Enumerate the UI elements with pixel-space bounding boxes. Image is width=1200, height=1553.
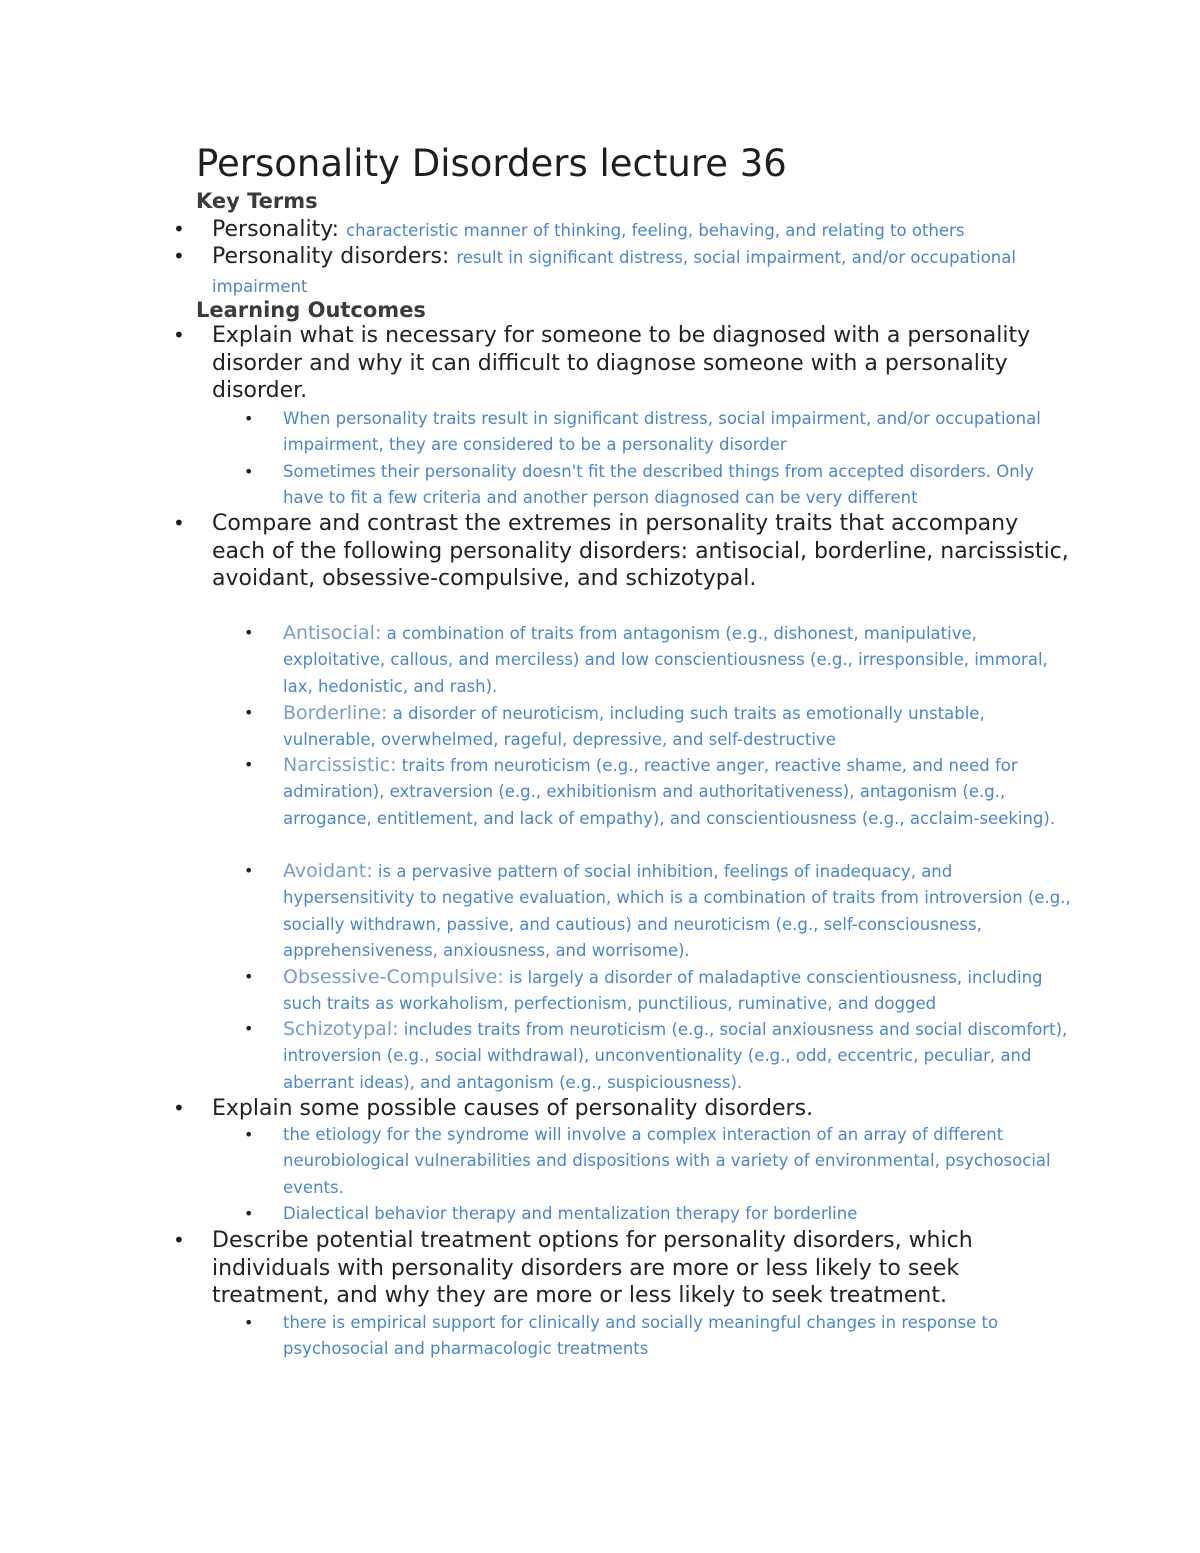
key-terms-heading: Key Terms — [196, 189, 318, 213]
bullet-icon: • — [173, 511, 185, 535]
key-term-item — [212, 216, 1072, 245]
sub-bullet-icon: • — [244, 967, 254, 986]
disorder-description — [283, 700, 1073, 754]
sub-bullet-icon: • — [244, 703, 254, 722]
page-title: Personality Disorders lecture 36 — [196, 142, 787, 185]
bullet-icon: • — [173, 217, 185, 241]
outcome-sub-item: When personality traits result in significant distress, social impairment, and/or occupational impairment, they are considered to be a personality disorder — [283, 409, 1041, 455]
sub-bullet-icon: • — [244, 1019, 254, 1038]
disorder-text: a disorder of neuroticism, including such traits as emotionally unstable, vulnerable, overwhelmed, rageful, depressive, and self-destructive — [283, 704, 985, 750]
disorder-text: a combination of traits from antagonism (e.g., dishonest, manipulative, exploitative, callous, and merciless) and low conscientiousness (e.g., irresponsible, immoral, lax, hedonistic, and rash). — [283, 624, 1048, 696]
term-label: Personality disorders: — [212, 244, 450, 269]
outcome-sub-item: the etiology for the syndrome will involve a complex interaction of an array of different neurobiological vulnerabilities and dispositions with a variety of environmental, psychosocial events. — [283, 1125, 1051, 1197]
outcome-item: Compare and contrast the extremes in personality traits that accompany each of the following personality disorders: antisocial, borderline, narcissistic, avoidant, obsessive-compulsive, and schizotypal. — [212, 511, 1069, 591]
disorder-text: includes traits from neuroticism (e.g., social anxiousness and social discomfort), introversion (e.g., social withdrawal), unconventionality (e.g., odd, eccentric, peculiar, and aberrant ideas), and antagonism (e.g., suspiciousness). — [283, 1020, 1068, 1092]
disorder-text: traits from neuroticism (e.g., reactive anger, reactive shame, and need for admiration), extraversion (e.g., exhibitionism and authoritativeness), antagonism (e.g., arrogance, entitlement, and lack of empathy), and conscientiousness (e.g., acclaim-seeking). — [283, 756, 1056, 828]
disorder-description — [283, 964, 1073, 1018]
disorder-label: Avoidant: — [283, 860, 373, 882]
sub-bullet-icon: • — [244, 462, 254, 481]
sub-bullet-icon: • — [244, 861, 254, 880]
sub-bullet-icon: • — [244, 623, 254, 642]
sub-bullet-icon: • — [244, 1313, 254, 1332]
disorder-label: Antisocial: — [283, 622, 382, 644]
sub-bullet-icon: • — [244, 755, 254, 774]
outcome-item: Explain some possible causes of personality disorders. — [212, 1096, 814, 1121]
learning-outcomes-heading: Learning Outcomes — [196, 298, 426, 322]
disorder-text: is a pervasive pattern of social inhibition, feelings of inadequacy, and hypersensitivity to negative evaluation, which is a combination of traits from introversion (e.g., socially withdrawn, passive, and cautious) and neuroticism (e.g., self-consciousness, apprehensiveness, anxiousness, and worrisome). — [283, 862, 1071, 960]
disorder-label: Schizotypal: — [283, 1018, 399, 1040]
disorder-description — [283, 752, 1073, 832]
disorder-label: Narcissistic: — [283, 754, 397, 776]
bullet-icon: • — [173, 244, 185, 268]
sub-bullet-icon: • — [244, 1125, 254, 1144]
bullet-icon: • — [173, 1096, 185, 1120]
term-definition: result in significant distress, social impairment, and/or occupational impairment — [212, 248, 1016, 296]
bullet-icon: • — [173, 1228, 185, 1252]
disorder-label: Borderline: — [283, 702, 388, 724]
disorder-label: Obsessive-Compulsive: — [283, 966, 504, 988]
disorder-description — [283, 858, 1073, 964]
term-definition: characteristic manner of thinking, feeling, behaving, and relating to others — [346, 221, 965, 240]
disorder-description — [283, 1016, 1073, 1096]
outcome-item: Describe potential treatment options for personality disorders, which individuals with personality disorders are more or less likely to seek treatment, and why they are more or less likely to seek treatment. — [212, 1228, 973, 1308]
disorder-text: is largely a disorder of maladaptive conscientiousness, including such traits as workaholism, perfectionism, punctilious, ruminative, and dogged — [283, 968, 1043, 1014]
sub-bullet-icon: • — [244, 1204, 254, 1223]
term-label: Personality: — [212, 217, 340, 242]
outcome-item: Explain what is necessary for someone to be diagnosed with a personality disorder and why it can difficult to diagnose someone with a personality disorder. — [212, 323, 1031, 403]
bullet-icon: • — [173, 323, 185, 347]
outcome-sub-item: Sometimes their personality doesn't fit the described things from accepted disorders. Only have to fit a few criteria and another person diagnosed can be very different — [283, 462, 1035, 508]
sub-bullet-icon: • — [244, 409, 254, 428]
outcome-sub-item: there is empirical support for clinically and socially meaningful changes in response to psychosocial and pharmacologic treatments — [283, 1313, 999, 1359]
key-term-item — [212, 243, 1072, 300]
outcome-sub-item: Dialectical behavior therapy and mentalization therapy for borderline — [283, 1204, 858, 1223]
disorder-description — [283, 620, 1073, 700]
